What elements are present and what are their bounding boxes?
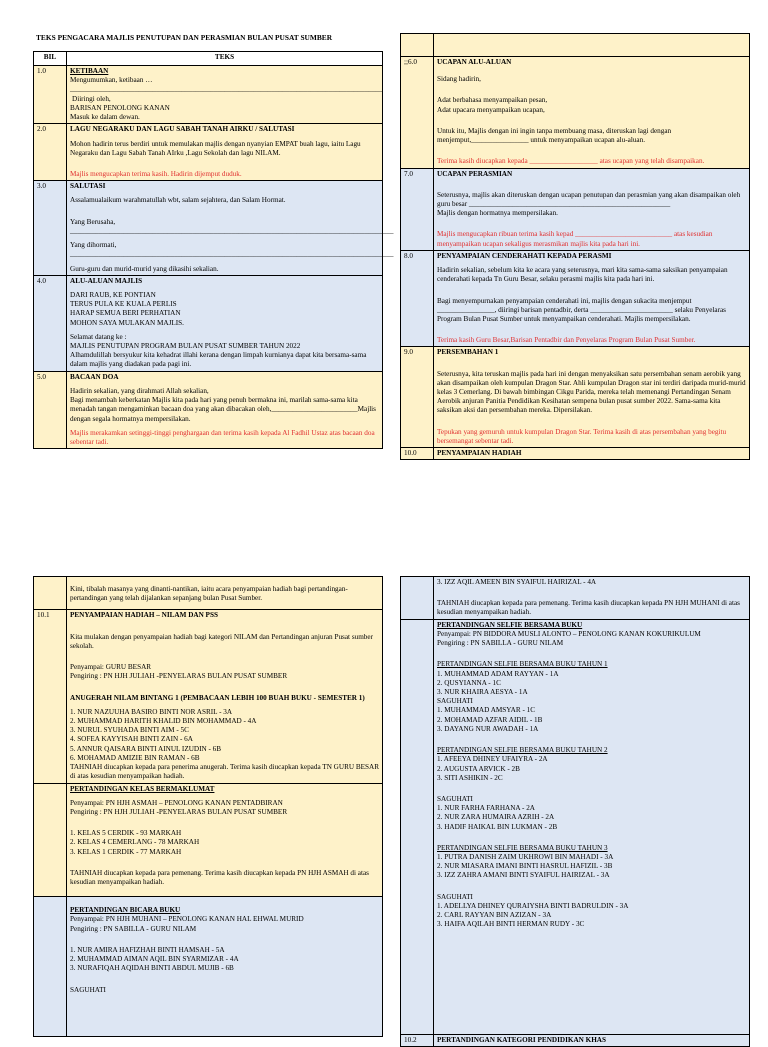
text-line: Penyampai: PN HJH ASMAH – PENOLONG KANAN PENTADBIRAN [70, 798, 283, 807]
list-item: 3. NUR KHAIRA AESYA - 1A [437, 687, 528, 696]
section-ucapan-perasmian [401, 168, 750, 250]
section-lagu [34, 124, 383, 181]
text-line: Penyampai: GURU BESAR [70, 663, 152, 672]
col-bil-header: BIL [34, 52, 67, 66]
section-hadiah-intro [34, 577, 383, 610]
red-note: Majlis mengucapkan ribuan terima kasih kepad ___________________________ atas kesudian menyampaikan ucapan sekaligus merasmikan majlis kita pada hari ini. [437, 230, 713, 248]
section-number: 10.2 [401, 1034, 434, 1046]
paragraph: Assalamualaikum warahmatullah wbt, salam sejahtera, dan Salam Hormat. [70, 196, 286, 205]
section-heading: PERTANDINGAN KATEGORI PENDIDIKAN KHAS [437, 1035, 606, 1044]
section-number: 2.0 [34, 124, 67, 181]
section-number: 10.1 [34, 610, 67, 783]
col-teks-header: TEKS [67, 52, 383, 66]
subheading: PERTANDINGAN KELAS BERMAKLUMAT [70, 784, 215, 793]
subheading: PERTANDINGAN SELFIE BERSAMA BUKU TAHUN 3 [437, 843, 608, 852]
section-alu-aluan-majlis [34, 275, 383, 371]
text-line: Majlis dengan hormatnya mempersilakan. [437, 209, 558, 218]
document-title: TEKS PENGACARA MAJLIS PENUTUPAN DAN PERASMIAN BULAN PUSAT SUMBER [36, 33, 333, 42]
section-number: 1.0 [34, 66, 67, 124]
list-item: 3. NURUL SYUHADA BINTI AIM - 5C [70, 726, 189, 735]
text-line: Selamat datang ke : [70, 332, 127, 341]
blank-line: _______________________________________________________________________________________ [70, 85, 383, 94]
list-item: 2. MOHAMAD AZFAR AIDIL - 1B [437, 715, 543, 724]
list-item: 6. MOHAMAD AMIZIE BIN RAMAN - 6B [70, 753, 200, 762]
red-note: Terima kasih diucapkan kepada ___________________ atas ucapan yang telah disampaikan. [437, 157, 705, 166]
page-4 [400, 576, 750, 1044]
list-item: 2. MUHAMMAD AIMAN AQIL BIN SYARMIZAR - 4A [70, 955, 239, 964]
section-number: 4.0 [34, 275, 67, 371]
subheading: PERTANDINGAN BICARA BUKU [70, 906, 181, 915]
list-item: 2. NUR ZARA HUMAIRA AZRIH - 2A [437, 813, 555, 822]
subheading: PERTANDINGAN SELFIE BERSAMA BUKU [437, 620, 583, 629]
section-kelas-bermaklumat [34, 783, 383, 897]
page-2 [400, 33, 750, 460]
paragraph: Kita mulakan dengan penyampaian hadiah bagi kategori NILAM dan Pertandingan anjuran Pusat sumber sekolah. [70, 632, 373, 650]
text-line: Pengiring : PN HJH JULIAH -PENYELARAS BULAN PUSAT SUMBER [70, 807, 288, 816]
text-line: SAGUHATI [437, 697, 473, 706]
text-line: Hadirin sekalian, yang dirahmati Allah sekalian, [70, 386, 209, 395]
text-line: SAGUHATI [70, 985, 106, 994]
section-heading: BACAAN DOA [70, 372, 119, 381]
list-item: 4. SOFEA KAYYISAH BINTI ZAIN - 6A [70, 735, 193, 744]
section-number: 5.0 [34, 371, 67, 449]
section-number: 3.0 [34, 181, 67, 276]
list-item: 3. DAYANG NUR AWADAH - 1A [437, 724, 539, 733]
section-heading: LAGU NEGARAKU DAN LAGU SABAH TANAH AIRKU / SALUTASI [70, 125, 295, 134]
blank-line: __________________________________________________________________________________________ [70, 226, 394, 235]
text-line: Mengumumkan, ketibaan … [70, 76, 153, 85]
list-item: 2. CARL RAYYAN BIN AZIZAN - 3A [437, 911, 552, 920]
list-item: 2. MUHAMMAD HARITH KHALID BIN MOHAMMAD - 4A [70, 716, 257, 725]
pantun-line: DARI RAUB, KE PONTIAN [70, 290, 156, 299]
section-pendidikan-khas [401, 1034, 750, 1046]
section-heading: UCAPAN ALU-ALUAN [437, 58, 512, 66]
section-persembahan-1 [401, 347, 750, 448]
section-heading: ALU-ALUAN MAJLIS [70, 276, 143, 285]
paragraph: TAHNIAH diucapkan kepada para penerima anugerah. Terima kasih diucapkan kepada TN GURU BESAR di atas kesudian menyampaikan hadiah. [70, 763, 380, 781]
red-note: Terima kasih Guru Besar,Barisan Pentadbir dan Penyelaras Program Bulan Pusat Sumber. [437, 336, 696, 345]
section-heading: PENYAMPAIAN HADIAH [437, 449, 522, 458]
text-line: Yang dihormati, [70, 241, 117, 250]
list-item: 3. NURAFIQAH AQIDAH BINTI ABDUL MUJIB - 6B [70, 964, 234, 973]
subheading: ANUGERAH NILAM BINTANG 1 (PEMBACAAN LEBIH 100 BUAH BUKU - SEMESTER 1) [70, 693, 365, 702]
section-number: 7.0 [401, 168, 434, 250]
section-bicara-buku-cont [401, 577, 750, 620]
section-heading: UCAPAN PERASMIAN [437, 169, 513, 178]
list-item: 2. KELAS 4 CEMERLANG - 78 MARKAH [70, 838, 200, 847]
list-item: 1. PUTRA DANISH ZAIM UKHROWI BIN MAHADI - 3A [437, 853, 614, 862]
text-line: SAGUHATI [437, 794, 473, 803]
list-item: 3. HADIF HAIKAL BIN LUKMAN - 2B [437, 822, 558, 831]
subheading: PERTANDINGAN SELFIE BERSAMA BUKU TAHUN 1 [437, 660, 608, 669]
text-line: Masuk ke dalam dewan. [70, 113, 140, 122]
section-heading: PENYAMPAIAN HADIAH – NILAM DAN PSS [70, 611, 218, 620]
text-line: BARISAN PENOLONG KANAN [70, 103, 170, 112]
text-line: Pengiring : PN HJH JULIAH -PENYELARAS BULAN PUSAT SUMBER [70, 672, 288, 681]
section-number: 8.0 [401, 250, 434, 347]
list-item: 3. SITI ASHIKIN - 2C [437, 773, 503, 782]
section-number: 10.0 [401, 448, 434, 460]
pantun-line: MOHON SAYA MULAKAN MAJLIS. [70, 318, 184, 327]
page-3 [33, 576, 383, 1024]
section-bacaan-doa [34, 371, 383, 449]
red-note: Majlis mengucapkan terima kasih. Hadirin dijemput duduk. [70, 169, 242, 178]
text-line: Diiringi oleh, [72, 94, 111, 103]
section-selfie-buku [401, 619, 750, 1034]
list-item: 1. ADELLYA DHINEY QURAIYSHA BINTI BADRULDIN - 3A [437, 901, 629, 910]
list-item: 3. IZZ AQIL AMEEN BIN SYAIFUL HAIRIZAL - 4A [437, 578, 597, 586]
list-item: 1. KELAS 5 CERDIK - 93 MARKAH [70, 829, 182, 838]
paragraph: TAHNIAH diucapkan kepada para pemenang. Terima kasih diucapkan kepada PN HJH ASMAH di atas kesudian menyampaikan hadiah. [70, 868, 369, 887]
text-line: MAJLIS PENUTUPAN PROGRAM BULAN PUSAT SUMBER TAHUN 2022 [70, 342, 301, 351]
paragraph: Hadirin sekalian, sebelum kita ke acara yang seterusnya, mari kita sama-sama saksikan penyampaian cenderahati kepada Tn Guru Besar, selaku perasmi majlis kita pada hari ini. [437, 266, 728, 284]
text-line: Adat upacara menyampaikan ucapan, [437, 105, 545, 114]
paragraph: Seterusnya, majlis akan diteruskan dengan ucapan penutupan dan perasmian yang akan disampaikan oleh guru besar ________________________________________________________ [437, 190, 741, 208]
list-item: 1. MUHAMMAD ADAM RAYYAN - 1A [437, 669, 559, 678]
subheading: PERTANDINGAN SELFIE BERSAMA BUKU TAHUN 2 [437, 746, 608, 755]
paragraph: Bagi menyempurnakan penyampaian cenderahati ini, majlis dengan sukacita menjemput ________________, diiringi barisan pentadbir, derta _______________________ selaku Penyelaras Program Bulan Pusat Sumber untuk menyampaikan cenderahati. Majlis mempersilakan. [437, 296, 726, 323]
list-item: 5. ANNUR QAISARA BINTI AINUL IZUDIN - 6B [70, 744, 222, 753]
paragraph: Seterusnya, kita teruskan majlis pada hari ini dengan menyaksikan satu persembahan senam aerobik yang akan disampaikan oleh kumpulan Dragon Star. Ahli kumpulan Dragon star ini terdiri daripada murid-murid kelas 3 Cemerlang. Di bawah bimbingan Cikgu Parida, mereka telah memenangi Pertandingan Senam Aerobik anjuran Panitia Pendidikan Kesihatan sempena bulan pusat sumber 2022. Sama-sama kita saksikan aksi dan persembahan mereka. Dipersilakan. [437, 369, 746, 415]
section-number: ;;6.0 [401, 57, 434, 169]
list-item: 3. HAIFA AQILAH BINTI HERMAN RUDY - 3C [437, 920, 585, 929]
text-line: Yang Berusaha, [70, 217, 116, 226]
paragraph: TAHNIAH diucapkan kepada para pemenang. Terima kasih diucapkan kepada PN HJH MUHANI di atas kesudian menyampaikan hadiah. [437, 599, 740, 617]
paragraph: Mohon hadirin terus berdiri untuk memulakan majlis dengan nyanyian EMPAT buah lagu, iaitu Lagu Negaraku dan Lagu Sabah Tanah AIrku ,Lagu Sekolah dan lagu NILAM. [70, 139, 361, 157]
text-line: Pengiring : PN SABILLA - GURU NILAM [70, 924, 197, 933]
list-item: 3. IZZ ZAHRA AMANI BINTI SYAIFUL HAIRIZAL - 3A [437, 871, 610, 880]
section-salutasi [34, 181, 383, 276]
paragraph: Bagi menambah keberkatan Majlis kita pada hari yang penuh bermakna ini, marilah sama-sama kita menadah tangan mengaminkan bacaan doa yang akan dibacakan oleh,________________________Majlis dengan segala hormatnya mempersilakan. [70, 396, 376, 423]
list-item: 2. NUR MIASARA IMANI BINTI HASRUL HAFIZIL - 3B [437, 862, 613, 871]
section-bicara-buku [34, 897, 383, 1037]
text-line: Pengiring : PN SABILLA - GURU NILAM [437, 639, 564, 648]
section-heading: KETIBAAN [70, 67, 109, 75]
text-line: Adat berbahasa menyampaikan pesan, [437, 96, 548, 105]
list-item: 1. NUR NAZUUHA BASIRO BINTI NOR ASRIL - 3A [70, 707, 233, 716]
list-item: 1. NUR FARHA FARHANA - 2A [437, 804, 535, 813]
text-line: Penyampai: PN BIDDORA MUSLI ALONTO – PENOLONG KANAN KOKURIKULUM [437, 629, 701, 638]
blank-line: __________________________________________________________________________________________ [70, 250, 394, 259]
section-heading: PERSEMBAHAN 1 [437, 348, 499, 357]
page-1 [33, 51, 394, 449]
list-item: 1. AFEEYA DHINEY UFAIYRA - 2A [437, 755, 548, 764]
list-item: 3. KELAS 1 CERDIK - 77 MARKAH [70, 847, 182, 856]
section-cenderahati [401, 250, 750, 347]
text-line: Guru-guru dan murid-murid yang dikasihi sekalian. [70, 264, 219, 273]
pantun-line: TERUS PULA KE KUALA PERLIS [70, 300, 177, 309]
paragraph: Kini, tibalah masanya yang dinanti-nantikan, iaitu acara penyampaian hadiah bagi pertandingan-pertandingan yang telah dijalankan sepanjang bulan Pusat Sumber. [70, 585, 348, 603]
section-penyampaian-hadiah [401, 448, 750, 460]
paragraph: Untuk itu, Majlis dengan ini ingin tanpa membuang masa, diteruskan lagi dengan menjemput,________________ untuk menyampaikan ucapan alu-aluan. [437, 126, 672, 145]
text-line: Sidang hadirin, [437, 75, 481, 84]
red-note: Tepukan yang gemuruh untuk kumpulan Dragon Star. Terima kasih di atas persembahan yang begitu bersemangat sebentar tadi. [437, 427, 727, 445]
list-item: 1. MUHAMMAD AMSYAR - 1C [437, 706, 536, 715]
table-header [34, 52, 383, 66]
list-item: 2. AUGUSTA ARVICK - 2B [437, 764, 520, 773]
text-line: SAGUHATI [437, 892, 473, 901]
section-heading: PENYAMPAIAN CENDERAHATI KEPADA PERASMI [437, 251, 612, 260]
section-ketibaan [34, 66, 383, 124]
pantun-line: HARAP SEMUA BERI PERHATIAN [70, 309, 181, 318]
paragraph: Alhamdulillah bersyukur kita kehadrat illahi kerana dengan limpah kurnianya dapat kita bersama-sama dalam majlis yang diadakan pada pagi ini. [70, 351, 367, 369]
list-item: 1. NUR AMIRA HAFIZHAH BINTI HAMSAH - 5A [70, 945, 225, 954]
text-line: Penyampai: PN HJH MUHANI – PENOLONG KANAN HAL EHWAL MURID [70, 915, 304, 924]
section-hadiah-nilam-pss [34, 610, 383, 783]
section-number: 9.0 [401, 347, 434, 448]
table-header-blank [401, 34, 750, 57]
section-ucapan-alu-aluan [401, 57, 750, 169]
red-note: Majlis merakamkan setinggi-tinggi penghargaan dan terima kasih kepada Al Fadhil Ustaz atas bacaan doa sebentar tadi. [70, 428, 375, 446]
section-heading: SALUTASI [70, 182, 106, 191]
list-item: 2. QUSYIANNA - 1C [437, 678, 501, 687]
